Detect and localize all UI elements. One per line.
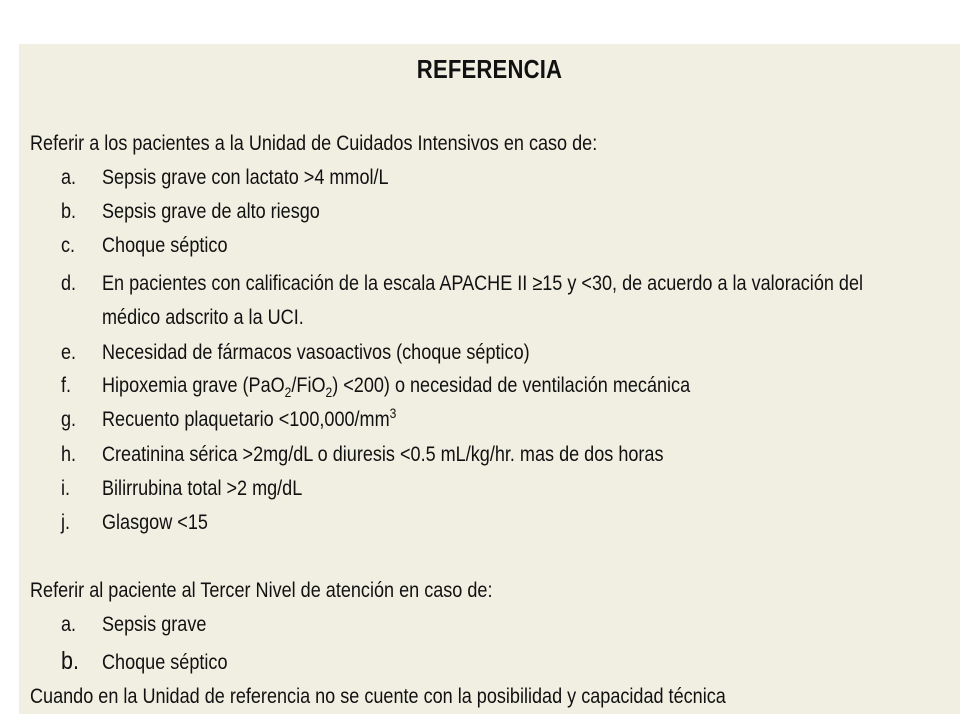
subscript: 2 <box>284 384 292 401</box>
list-item-continuation: médico adscrito a la UCI. <box>102 306 304 329</box>
list-item <box>102 407 396 433</box>
list-item-text: Recuento plaquetario <100,000/mm <box>102 408 390 431</box>
list-item: Necesidad de fármacos vasoactivos (choque séptico) <box>102 341 530 364</box>
list-item-marker: h. <box>61 443 77 466</box>
list-item-marker: g. <box>61 408 77 431</box>
list-item: Choque séptico <box>102 234 228 257</box>
list-item-marker: a. <box>61 166 77 189</box>
page-title: REFERENCIA <box>416 54 563 84</box>
section1-intro: Referir a los pacientes a la Unidad de Cuidados Intensivos en caso de: <box>30 132 598 155</box>
section2-intro: Referir al paciente al Tercer Nivel de atención en caso de: <box>30 579 493 602</box>
list-item-text: Hipoxemia grave (PaO <box>102 374 285 397</box>
list-item-marker: b. <box>61 200 77 223</box>
list-item: Sepsis grave de alto riesgo <box>102 200 320 223</box>
list-item: Bilirrubina total >2 mg/dL <box>102 477 303 500</box>
list-item-marker: c. <box>61 234 76 257</box>
list-item-text: /FiO <box>291 374 326 397</box>
closing-text: Cuando en la Unidad de referencia no se cuente con la posibilidad y capacidad técnica <box>30 685 726 708</box>
superscript: 3 <box>389 405 397 421</box>
subscript: 2 <box>325 384 333 401</box>
list-item-marker: j. <box>61 511 71 534</box>
list-item: Sepsis grave con lactato >4 mmol/L <box>102 166 389 189</box>
list-item: Glasgow <15 <box>102 511 208 534</box>
list-item <box>102 373 690 399</box>
list-item-marker: e. <box>61 341 77 364</box>
list-item: En pacientes con calificación de la escala APACHE II ≥15 y <30, de acuerdo a la valoración del <box>102 272 864 295</box>
list-item: Sepsis grave <box>102 613 207 636</box>
list-item-marker: d. <box>61 272 77 295</box>
slide <box>19 44 960 714</box>
list-item: Creatinina sérica >2mg/dL o diuresis <0.5 mL/kg/hr. mas de dos horas <box>102 443 664 466</box>
list-item: Choque séptico <box>102 651 228 674</box>
list-item-marker: a. <box>61 613 77 636</box>
list-item-marker: b. <box>61 647 79 675</box>
list-item-marker: f. <box>61 374 72 397</box>
list-item-marker: i. <box>61 477 71 500</box>
list-item-text: ) <200) o necesidad de ventilación mecánica <box>332 374 691 397</box>
